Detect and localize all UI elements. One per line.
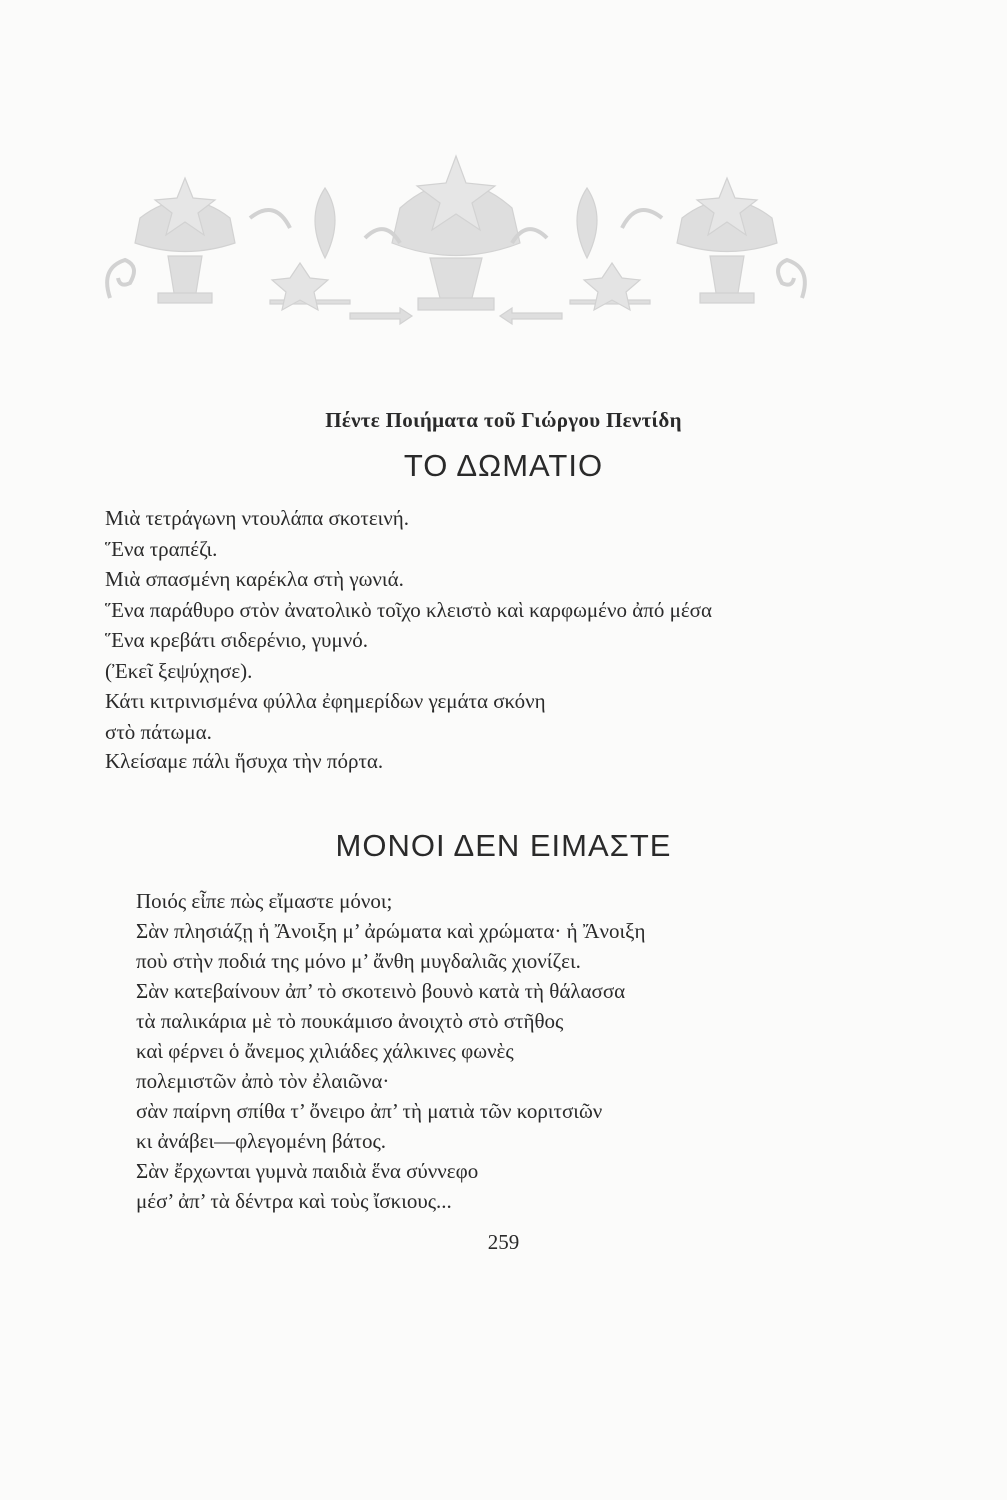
- poem-1-stanza-1: [105, 503, 712, 747]
- poem-line: Σὰν ἔρχωνται γυμνὰ παιδιὰ ἕνα σύννεφο: [136, 1159, 479, 1183]
- poem-line: Κλείσαμε πάλι ἥσυχα τὴν πόρτα.: [105, 749, 384, 773]
- poem-line: κι ἀνάβει—φλεγομένη βάτος.: [136, 1129, 387, 1153]
- series-subtitle: Πέντε Ποιήματα τοῦ Γιώργου Πεντίδη: [325, 408, 682, 432]
- poem-line: τὰ παλικάρια μὲ τὸ πουκάμισο ἀνοιχτὸ στὸ στῆθος: [136, 1009, 564, 1033]
- poem-line: σὰν παίρνη σπίθα τ’ ὄνειρο ἀπ’ τὴ ματιὰ τῶν κοριτσιῶν: [136, 1099, 603, 1123]
- poem-line: Ἕνα κρεβάτι σιδερένιο, γυμνό.: [105, 628, 368, 652]
- floral-urn-ornament-icon: [100, 148, 812, 340]
- poem-2-stanza-1: [136, 886, 645, 1216]
- poem-line: ποὺ στὴν ποδιά της μόνο μ’ ἄνθη μυγδαλιᾶς χιονίζει.: [136, 949, 581, 973]
- poem-line: Ποιός εἶπε πὼς εἴμαστε μόνοι;: [136, 889, 393, 913]
- poem-line: Ἕνα τραπέζι.: [105, 536, 218, 561]
- poem-1-stanza-2: [105, 746, 383, 777]
- page-number: 259: [487, 1230, 520, 1254]
- poem-line: πολεμιστῶν ἀπὸ τὸν ἐλαιῶνα·: [136, 1069, 390, 1093]
- poem-line: Μιὰ σπασμένη καρέκλα στὴ γωνιά.: [105, 567, 404, 591]
- poem-line: Ἕνα παράθυρο στὸν ἀνατολικὸ τοῖχο κλειστὸ καὶ καρφωμένο ἀπό μέσα: [105, 597, 713, 622]
- poem-line: μέσ’ ἀπ’ τὰ δέντρα καὶ τοὺς ἴσκιους...: [136, 1189, 452, 1213]
- poem-line: Κάτι κιτρινισμένα φύλλα ἐφημερίδων γεμάτα σκόνη: [105, 689, 546, 713]
- poem-line: Μιὰ τετράγωνη ντουλάπα σκοτεινή.: [105, 506, 410, 530]
- poem-line: Σὰν κατεβαίνουν ἀπ’ τὸ σκοτεινὸ βουνὸ κατὰ τὴ θάλασσα: [136, 979, 626, 1003]
- poem-line: Σὰν πλησιάζῃ ἡ Ἄνοιξη μ’ ἀρώματα καὶ χρώματα· ἡ Ἄνοιξη: [136, 919, 646, 943]
- poem-line: στὸ πάτωμα.: [105, 719, 212, 744]
- poem-line: καὶ φέρνει ὁ ἄνεμος χιλιάδες χάλκινες φωνὲς: [136, 1039, 514, 1063]
- poem-title-monoi-den-eimaste: ΜΟΝΟΙ ΔΕΝ ΕΙΜΑΣΤΕ: [335, 828, 672, 863]
- poem-title-to-domatio: ΤΟ ΔΩΜΑΤΙΟ: [403, 448, 604, 483]
- poem-line: (Ἐκεῖ ξεψύχησε).: [105, 658, 253, 683]
